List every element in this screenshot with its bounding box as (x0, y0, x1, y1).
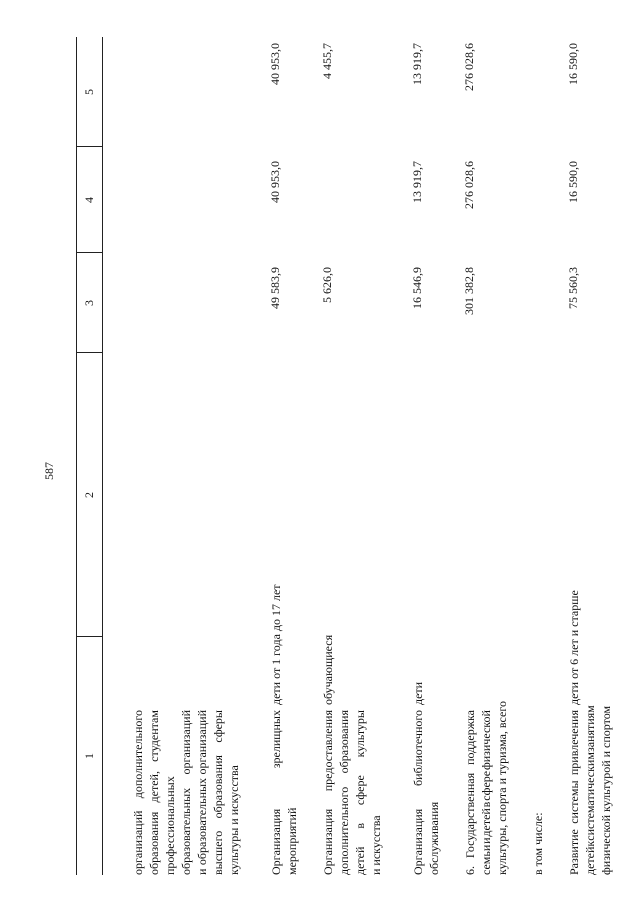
row-3-value-col5: 13 919,7 (410, 43, 424, 85)
text-line: мероприятий (285, 807, 299, 875)
header-top-rule (76, 37, 77, 875)
row-6-value-col3: 75 560,3 (566, 267, 580, 309)
text-line: детей в сфере культуры (353, 710, 367, 875)
row-4-value-col4: 276 028,6 (462, 161, 476, 209)
text-line: обслуживания (427, 801, 441, 875)
text-line: семьи и детей в сфере физической (479, 710, 493, 875)
column-header-3: 3 (82, 300, 96, 306)
text-line: образовательных организаций (179, 710, 193, 875)
row-0-description (130, 710, 242, 875)
row-3-description (410, 710, 442, 875)
row-4-value-col5: 276 028,6 (462, 43, 476, 91)
column-header-2: 2 (82, 492, 96, 498)
text-line: Организация библиотечного (411, 710, 425, 875)
row-1-value-col4: 40 953,0 (268, 161, 282, 203)
text-line: организаций дополнительного (131, 710, 145, 875)
row-6-value-col4: 16 590,0 (566, 161, 580, 203)
text-line: образования детей, студентам (147, 710, 161, 875)
column-header-5: 5 (82, 89, 96, 95)
column-header-1: 1 (82, 753, 96, 759)
page-number: 587 (42, 462, 56, 480)
row-6-description (566, 705, 614, 875)
row-3-recipient: дети (411, 681, 425, 705)
text-line: дополнительного образования (337, 710, 351, 875)
row-6-recipient: дети от 6 лет и старше (567, 590, 581, 705)
row-2-recipient: обучающиеся (321, 634, 335, 705)
row-1-value-col3: 49 583,9 (268, 267, 282, 309)
text-line: 6. Государственная поддержка (463, 710, 477, 875)
text-line: в том числе: (531, 812, 545, 875)
text-line: Развитие системы привлечения (567, 710, 581, 875)
text-line: детей к систематическим занятиям (583, 705, 597, 875)
row-6-value-col5: 16 590,0 (566, 43, 580, 85)
text-line: и искусства (369, 815, 383, 875)
row-5-description (530, 710, 546, 875)
row-4-description (462, 701, 510, 875)
text-line: физической культурой и спортом (599, 705, 613, 875)
row-3-value-col4: 13 919,7 (410, 161, 424, 203)
text-line: культуры и искусства (227, 765, 241, 875)
row-1-description (268, 710, 300, 875)
text-line: Организация зрелищных (269, 710, 283, 875)
row-3-value-col3: 16 546,9 (410, 267, 424, 309)
row-2-value-col3: 5 626,0 (320, 267, 334, 303)
text-line: Организация предоставления (321, 710, 335, 875)
row-4-value-col3: 301 382,8 (462, 267, 476, 315)
text-line: профессиональных (163, 776, 177, 875)
row-1-value-col5: 40 953,0 (268, 43, 282, 85)
header-bottom-rule (102, 37, 103, 875)
text-line: высшего образования сферы (211, 710, 225, 875)
text-line: культуры, спорта и туризма, всего (495, 701, 509, 875)
text-line: и образовательных организаций (195, 710, 209, 875)
row-2-description (320, 710, 384, 875)
row-2-value-col5: 4 455,7 (320, 43, 334, 79)
row-1-recipient: дети от 1 года до 17 лет (269, 584, 283, 705)
column-header-4: 4 (82, 197, 96, 203)
